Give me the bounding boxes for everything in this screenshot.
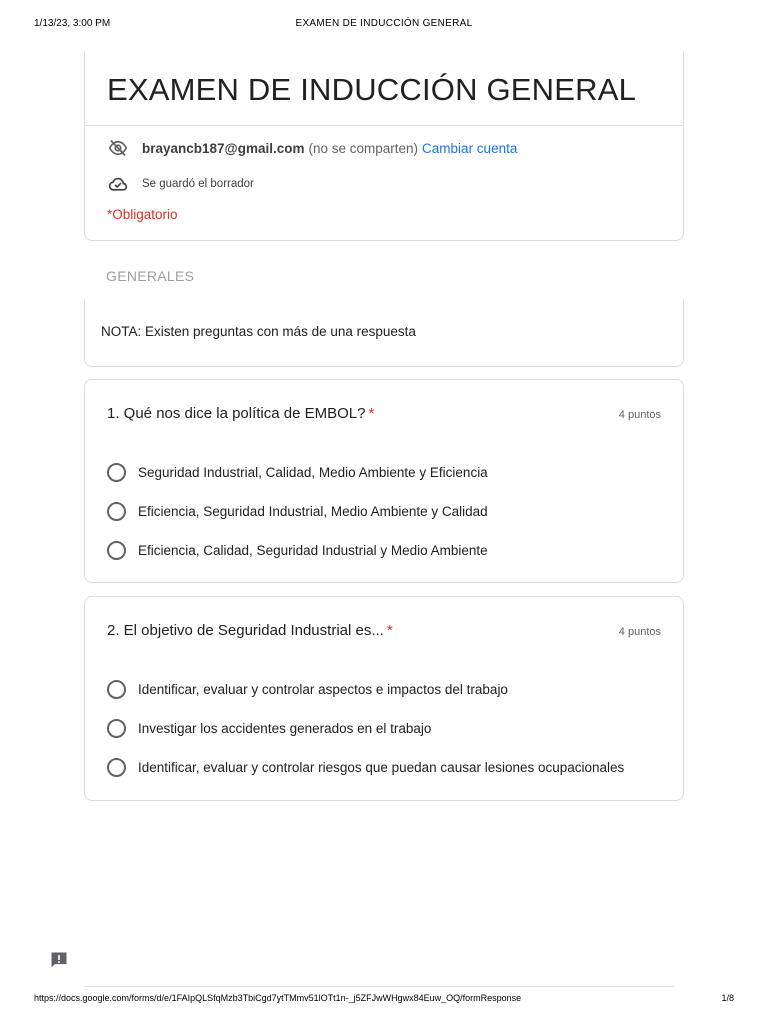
draft-status-row bbox=[107, 174, 254, 194]
question-points: 4 puntos bbox=[618, 626, 661, 638]
radio-button[interactable] bbox=[107, 719, 126, 738]
option-label: Seguridad Industrial, Calidad, Medio Ambiente y Eficiencia bbox=[138, 465, 488, 480]
footer-divider bbox=[84, 986, 674, 987]
print-title: EXAMEN DE INDUCCIÓN GENERAL bbox=[295, 18, 473, 29]
radio-button[interactable] bbox=[107, 502, 126, 521]
radio-button[interactable] bbox=[107, 463, 126, 482]
question-text: 1. Qué nos dice la política de EMBOL? bbox=[107, 405, 366, 422]
question-card-2 bbox=[84, 596, 684, 801]
question-title bbox=[107, 405, 374, 422]
section-description-card bbox=[84, 298, 684, 367]
question-text: 2. El objetivo de Seguridad Industrial es... bbox=[107, 622, 384, 639]
option-label: Eficiencia, Calidad, Seguridad Industrial y Medio Ambiente bbox=[138, 543, 488, 558]
question-card-1 bbox=[84, 379, 684, 583]
required-asterisk: * bbox=[368, 405, 375, 422]
radio-option[interactable] bbox=[107, 453, 661, 492]
form-header-card bbox=[84, 50, 684, 241]
option-label: Identificar, evaluar y controlar aspectos e impactos del trabajo bbox=[138, 682, 508, 697]
radio-button[interactable] bbox=[107, 758, 126, 777]
print-footer bbox=[34, 993, 734, 1003]
radio-button[interactable] bbox=[107, 680, 126, 699]
account-email: brayancb187@gmail.com bbox=[142, 140, 305, 156]
draft-status-text: Se guardó el borrador bbox=[142, 178, 254, 190]
print-date: 1/13/23, 3:00 PM bbox=[34, 18, 111, 29]
account-row bbox=[107, 138, 517, 158]
radio-option[interactable] bbox=[107, 531, 661, 570]
option-label: Investigar los accidentes generados en el trabajo bbox=[138, 721, 432, 736]
form-title: EXAMEN DE INDUCCIÓN GENERAL bbox=[107, 72, 637, 107]
option-label: Eficiencia, Seguridad Industrial, Medio Ambiente y Calidad bbox=[138, 504, 488, 519]
switch-account-link[interactable]: Cambiar cuenta bbox=[422, 140, 518, 156]
radio-group bbox=[107, 670, 661, 787]
radio-option[interactable] bbox=[107, 709, 661, 748]
page-number: 1/8 bbox=[721, 993, 734, 1003]
print-url: https://docs.google.com/forms/d/e/1FAIpQLSfqMzb3TbiCgd7ytTMmv51lOTt1n-_j5ZFJwWHgwx84Euw_OQ/formResponse bbox=[34, 993, 522, 1003]
report-feedback-icon[interactable] bbox=[49, 950, 69, 970]
radio-option[interactable] bbox=[107, 748, 661, 787]
section-description: NOTA: Existen preguntas con más de una respuesta bbox=[101, 324, 416, 339]
question-points: 4 puntos bbox=[618, 409, 661, 421]
email-not-shared-note: (no se comparten) bbox=[308, 140, 419, 156]
title-divider bbox=[85, 125, 683, 126]
radio-button[interactable] bbox=[107, 541, 126, 560]
cloud-done-icon bbox=[107, 174, 129, 194]
section-header: GENERALES bbox=[106, 268, 195, 284]
required-note: *Obligatorio bbox=[107, 207, 178, 222]
radio-option[interactable] bbox=[107, 670, 661, 709]
option-label: Identificar, evaluar y controlar riesgos que puedan causar lesiones ocupacionales bbox=[138, 760, 625, 775]
radio-group bbox=[107, 453, 661, 570]
eye-off-icon bbox=[107, 138, 129, 158]
question-title bbox=[107, 622, 393, 639]
required-asterisk: * bbox=[386, 622, 393, 639]
radio-option[interactable] bbox=[107, 492, 661, 531]
